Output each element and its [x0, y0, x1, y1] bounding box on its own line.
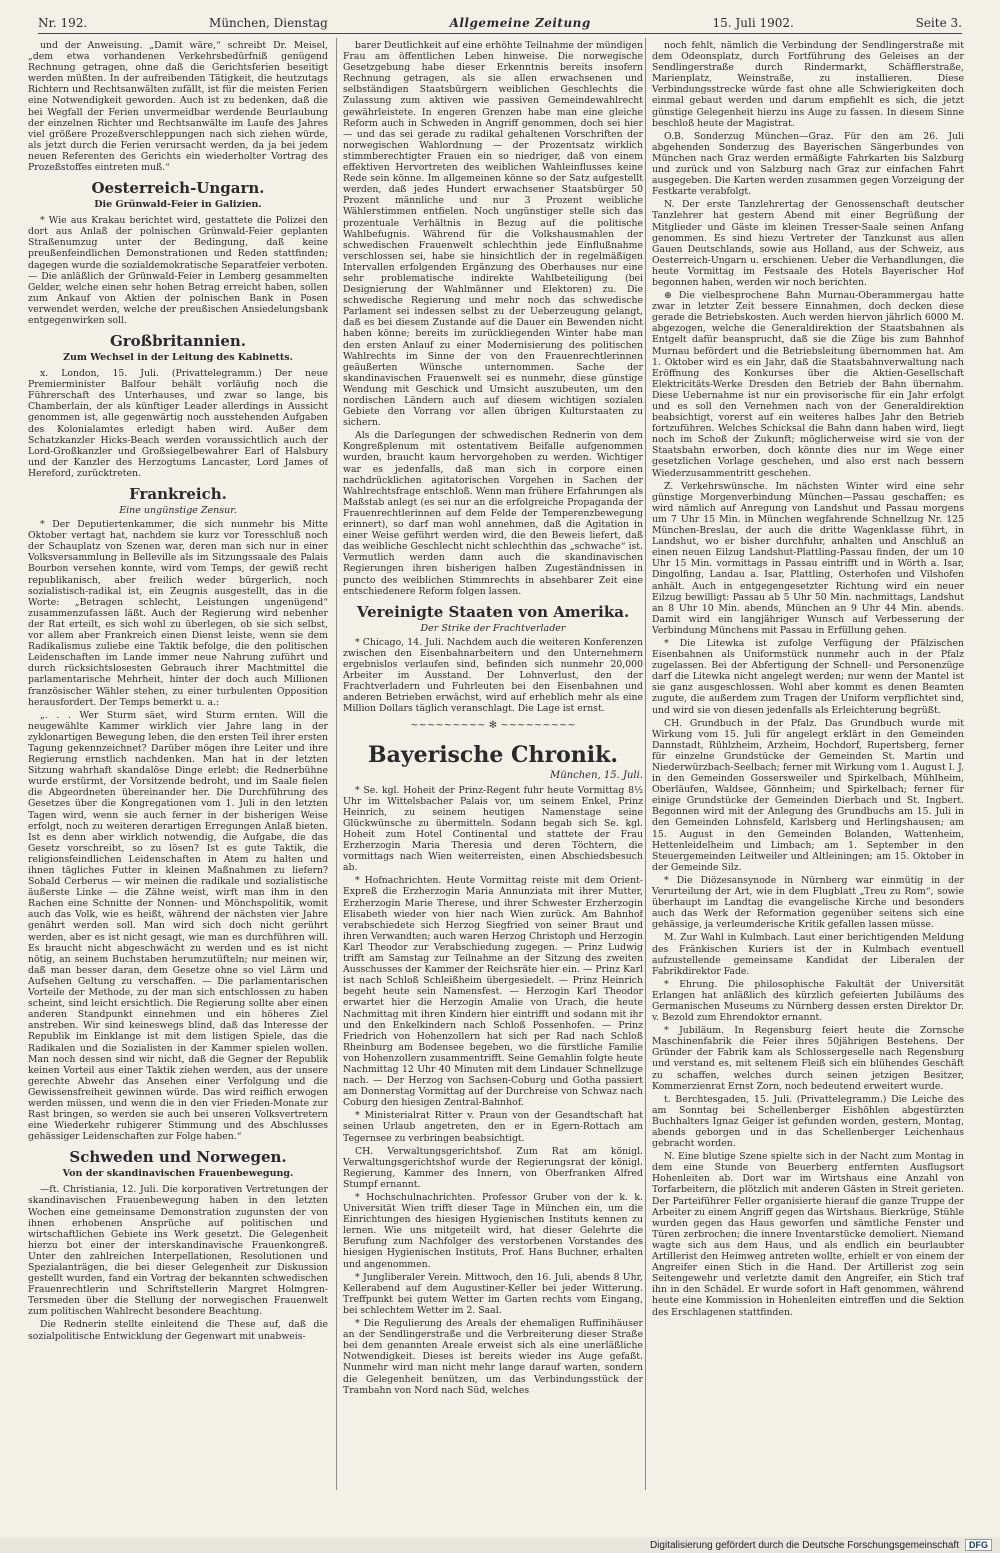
dateline: München, 15. Juli.: [550, 769, 643, 781]
digitization-footer: [0, 1537, 1000, 1553]
article-subheading: Der Strike der Frachtverlader: [420, 622, 566, 634]
article-paragraph: barer Deutlichkeit auf eine erhöhte Teilnahme der mündigen Frau am öffentlichen Leben hinweise. Die norwegische Gesetzgebung habe dieser Erkenntnis bereits insofern Rechnung getragen, als sie allen erwachsenen und selbständigen Staatsbürgern weiblichen Geschlechts die Zulassung zum aktiven wie passiven Gemeindewahlrecht gewährleistete. In engeren Grenzen habe man eine gleiche Reform auch in Schweden in Angriff genommen, doch sei hier — und das sei gerade zu radikal gehaltenen Vorschriften der norwegischen Wahlordnung — der Prozentsatz wirklich stimmberechtigter Frauen ein so niedriger, daß von einem effektiven Hervortreten des weiblichen Wahleinflusses keine Rede sein könne. Im allgemeinen könne so der Satz aufgestellt werden, daß jedes Hundert erwachsener Staatsbürger 50 Prozent männliche und nur 3 Prozent weibliche Wählerstimmen entfielen. Noch ungünstiger stelle sich das prozentuale Verhältnis in Bezug auf die politische Wahlbefugnis. Während für die Volkshausmahlen der schwedischen Frauenwelt schlechthin jede Einflußnahme verschlossen sei, habe sie hinsichtlich der in regelmäßigen Intervallen erfolgenden Ergänzung des Oberhauses nur eine sehr problematische indirekte Wahlbeteiligung (bei Designierung der Wahlmänner und Elektoren) zu. Die schwedische Regierung und mehr noch das schwedische Parlament sei indessen selbst zu der Ueberzeugung gelangt, daß es bei diesem Zustande auf die Dauer ein Bewenden nicht haben könne; bereits im zurückliegenden Winter habe man den ersten Anlauf zu einer Modernisierung des politischen Wahlrechts im Sinne der von den Frauenrechtlerinnen geäußerten Wünsche unternommen. Sache der skandinavischen Frauenwelt sei es nunmehr, diese günstige Wendung mit Geschick und Umsicht auszubeuten, um den nordischen Ländern auch auf diesem wichtigen sozialen Gebiete den Vorrang vor allen übrigen Kulturstaaten zu sichern.: [343, 40, 643, 429]
article-paragraph: „. . . Wer Sturm säet, wird Sturm ernten. Will die neugewählte Kammer wirklich vier Jahre lang in der zyklonartigen Bewegung leben, die den ersten Teil ihrer ersten Tagung gekennzeichnet? Darüber mögen ihre Leiter und ihre Regierung ernstlich nachdenken. Man hat in der letzten Sitzung wahrhaft skandalöse Dinge erlebt: die Rednerbühne wurde erstürmt, der Vorsitzende bedroht, und im Saale fielen die Abgeordneten übereinander her. Die Durchführung des Gesetzes über die Kongregationen vom 1. Juli in den letzten Tagen wird, wenn sie auch ferner in der bisherigen Weise erfolgt, noch zu weiteren derartigen Erregungen Anlaß bieten. Ist es denn aber wirklich notwendig, die Aufgabe, die das Gesetz vorschreibt, so zu lösen? Ist es gute Taktik, die religionsfeindlichen Leidenschaften in Atem zu halten und ihnen tägliches Futter in kleinen Maßnahmen zu liefern? Sobald Cerberus — wir meinen die radikale und sozialistische äußerste Linke — die Zähne weist, wirft man ihm in den Rachen eine Schnitte der Nonnen- und Mönchspolitik, womit auch das Volk, wie es heißt, während der nächsten vier Jahre genährt werden soll. Man wird sich doch nicht gerührt werden, aber es ist nicht gesagt, wie man es durchführen will. Es braucht nicht abgeschwächt zu werden und es ist nicht nötig, an seinem Buchstaben herumzutüfteln; nur meinen wir, daß man besser daran, dem Gesetze ohne so viel Lärm und Aufsehen Geltung zu verschaffen. — Die parlamentarischen Vorteile der Methode, zu der man sich entschlossen zu haben scheint, sind leicht ersichtlich. Die Regierung sollte aber einen anderen Standpunkt einnehmen und ein höheres Ziel anstreben. Wir sind keineswegs blind, daß das Interesse der Republik im Einklange ist mit dem listigen Spiele, das die Radikalen und die Sozialisten in der Kammer spielen wollen. Man noch dessen sind wir nicht, daß die Gegner der Republik keinen Vorteil aus einer Taktik ziehen werden, aus der unsere gerechte Abwehr das Ansehen einer Verfolgung und die Gewissensfreiheit gewinnen würde. Das wird reiflich erwogen werden müssen, und wenn die in den vier Frieden-Monate zur Rast bringen, so werden sie auch bei unseren Volksvertretern eine Wiederkehr ruhigerer Stimmung und des Abschlusses gehässiger Leidenschaften zur Folge haben.“: [28, 709, 328, 1143]
article-paragraph: N. Eine blutige Szene spielte sich in der Nacht zum Montag in dem eine Stunde von Beuerberg entfernten Ausflugsort Hohenleiten ab. Dort war im Wirtshaus eine Anzahl von Torfarbeitern, die plötzlich mit anderen Gästen in Streit gerieten. Der Parteiführer Feller organisierte hierauf die ganze Truppe der Arbeiter zu einem Angriff gegen das Wirtshaus. Bierkrüge, Stühle wurden gegen das Haus geworfen und sämtliche Fenster und Türen zerbrochen; die innere Inventarstücke demoliert. Niemand wagte sich aus dem Haus, und als endlich ein beurlaubter Artillerist den Heimweg antreten wollte, erhielt er von einem der Angreifer einen Stich in die Hand. Der Artillerist zog sein Seitengewehr und verletzte damit den Angreifer, ein Stich traf ihn in den Schädel. Er wurde sofort in Haft genommen, während heute eine Kommission in Hohenleiten eintreffen und die Sektion des Erschlagenen stattfinden.: [652, 1151, 964, 1318]
article-paragraph: Die Rednerin stellte einleitend die These auf, daß die sozialpolitische Entwicklung der Gegenwart mit unabweis-: [28, 1319, 328, 1342]
newspaper-title: Allgemeine Zeitung: [449, 16, 591, 30]
article-paragraph: t. Berchtesgaden, 15. Juli. (Privattelegramm.) Die Leiche des am Sonntag bei Schellenberger Eishöhlen abgestürzten Buchhalters Ignaz Geiger ist gefunden worden, gestern, Montag, abends geborgen und in das Schellenberger Leichenhaus gebracht worden.: [652, 1093, 964, 1150]
article-subheading: Von der skandinavischen Frauenbewegung.: [62, 1168, 294, 1180]
article-paragraph: * Ehrung. Die philosophische Fakultät der Universität Erlangen hat anläßlich des kürzlich gefeierten Jubiläums des Germanischen Museums zu Nürnberg dessen ersten Direktor Dr. v. Bezold zum Ehrendoktor ernannt.: [652, 978, 964, 1024]
article-paragraph: N. Der erste Tanzlehrertag der Genossenschaft deutscher Tanzlehrer hat gestern Abend mit einer Begrüßung der Mitglieder und Gäste im kleinen Tresser-Saale seinen Anfang genommen. Es sind hiezu Vertreter der Tanzkunst aus allen Gauen Deutschlands, sowie aus Holland, aus der Schweiz, aus Oesterreich-Ungarn u. erschienen. Ueber die Verhandlungen, die heute Vormittag im Festsaale des Hotels Bayerischer Hof begonnen haben, werden wir noch berichten.: [652, 199, 964, 288]
article-paragraph: * Der Deputiertenkammer, die sich nunmehr bis Mitte Oktober vertagt hat, nachdem sie kurz vor Toresschluß noch der Schauplatz von Szenen war, deren man sich nur in einer Volksversammlung in Belleville als im Sitzungssaale des Palais Bourbon versehen konnte, wird vom Temps, der gewiß recht republikanisch, aber freilich weder bürgerlich, noch sozialistisch-radikal ist, ein Zeugnis ausgestellt, das in die Worte: „Betragen schlecht, Leistungen ungenügend“ zusammenzufassen läßt. Auch der Regierung wird nebenher der Rat erteilt, es sich wohl zu überlegen, ob sie sich selbst, vor allem aber Frankreich einen Dienst leiste, wenn sie dem Radikalismus zuliebe eine Taktik befolge, die den politischen Leidenschaften im Lande immer neue Nahrung zuführt und durch rücksichtslosesten Gebrauch ihrer Machtmittel die parlamentarische Mehrheit, hinter der doch auch Millionen französischer Wähler stehen, zu einer turbulenten Opposition herausfordert. Der Temps bemerkt u. a.:: [28, 519, 328, 708]
footer-credit: Digitalisierung gefördert durch die Deutsche Forschungsgemeinschaft: [649, 1539, 959, 1551]
section-heading-france: Frankreich.: [129, 485, 227, 503]
column-divider: [645, 38, 646, 1490]
article-paragraph: * Jungliberaler Verein. Mittwoch, den 16. Juli, abends 8 Uhr, Kellerabend auf dem Augustiner-Keller bei jeder Witterung. Treffpunkt bei gutem Wetter im Garten rechts vom Eingang, bei schlechtem Wetter im 2. Saal.: [343, 1271, 643, 1316]
section-heading-usa: Vereinigte Staaten von Amerika.: [356, 602, 630, 621]
article-continuation: und der Anweisung. „Damit wäre,“ schreibt Dr. Meisel, „dem etwa vorhandenen Verkehrsbedürfniß genügend Rechnung getragen, ohne daß die Gerichtsferien beseitigt werden müßten. In der aufreibenden Tätigkeit, die heutzutags Richtern und Rechtsanwälten zufällt, ist für die meisten Ferien eine Notwendigkeit geworden. Auch ist zu bedenken, daß die bei Wegfall der Ferien unvermeidbar werdende Beurlaubung der einzelnen Richter und Rechtsanwälte im Laufe des Jahres viel größere Prozeßverschleppungen nach sich ziehen würde, als jetzt durch die Ferien verursacht werden, da ja bei jedem neuen Referenten des Gerichts ein wiederholter Vortrag des Prozeßstoffes eintreten muß.“: [28, 40, 328, 174]
article-paragraph: M. Zur Wahl in Kulmbach. Laut einer berichtigenden Meldung des Fränkischen Kuriers ist der in Kulmbach eventuell aufzustellende gemeinsame Kandidat der Liberalen der Fabrikdirektor Fade.: [652, 932, 964, 977]
article-paragraph: * Wie aus Krakau berichtet wird, gestattete die Polizei den dort aus Anlaß der polnischen Grünwald-Feier geplanten Straßenumzug unter der Bedingung, daß keine preußenfeindlichen Demonstrationen und Reden stattfinden; dagegen wurde die sozialdemokratische Separatfeier verboten. — Die anläßlich der Grünwald-Feier in Lemberg gesammelten Gelder, welche einen sehr hohen Betrag erreicht haben, sollen zum Ankauf von Aktien der polnischen Bank in Posen verwendet werden, welche der preußischen Ansiedelungsbank entgegenwirken soll.: [28, 215, 328, 326]
article-paragraph: ⊕ Die vielbesprochene Bahn Murnau-Oberammergau hatte zwar in letzter Zeit bessere Einnahmen, doch decken diese gerade die Betriebskosten. Auch werden hiervon jährlich 6000 M. abgezogen, welche die Generaldirektion der Staatsbahnen als Entgelt dafür beansprucht, daß sie die Züge bis zum Bahnhof Murnau befördert und die Betriebsleitung übernommen hat. Am 1. Oktober wird es ein Jahr, daß die Staatsbahnverwaltung nach Eröffnung des Konkurses über die Aktien-Gesellschaft Elektricitäts-Werke Dresden den Betrieb der Bahn übernahm. Diese Uebernahme ist nur ein provisorische für ein Jahr erfolgt und es soll den Vernehmen nach von der Generaldirektion beabsichtigt, vorerst auf ein weiteres halbes Jahr den Betrieb fortzuführen. Welches Schicksal die Bahn dann haben wird, liegt noch im Schoß der Zukunft; möglicherweise wird sie von der Staatsbahn erworben, doch könnte dies nur im Wege einer gesetzlichen Vorlage geschehen, und also erst nach bessern Wiederzusammentritt geschehen.: [652, 290, 964, 479]
article-subheading: Eine ungünstige Zensur.: [119, 505, 237, 516]
article-paragraph: * Se. kgl. Hoheit der Prinz-Regent fuhr heute Vormittag 8½ Uhr im Wittelsbacher Palais vor, um seinem Enkel, Prinz Heinrich, zu seinem heutigen Namenstage seine Glückwünsche zu übermitteln. Sodann begab sich Se. kgl. Hoheit zum Hotel Continental und stattete der Frau Erzherzogin Maria Theresia und deren Töchtern, die vormittags nach Wien weiterreisten, einen Abschiedsbesuch ab.: [343, 784, 643, 874]
article-paragraph: * Ministerialrat Ritter v. Praun von der Gesandtschaft hat seinen Urlaub angetreten, den er in Egern-Rottach am Tegernsee zu verbringen beabsichtigt.: [343, 1110, 643, 1144]
article-subheading: Die Grünwald-Feier in Galizien.: [94, 199, 262, 211]
article-paragraph: CH. Grundbuch in der Pfalz. Das Grundbuch wurde mit Wirkung vom 15. Juli für angelegt erklärt in den Gemeinden Dannstadt, Rühlzheim, Arzheim, Hochdorf, Rupertsberg, ferner für einzelne Grundstücke der Gemeinden St. Martin und Niederwürzbach-Seelbach; ferner mit Wirkung vom 1. August l. J. in den Gemeinden Gossersweiler und Spirkelbach, Mühlheim, Oberläufen, Waldsee, Gönnheim; und Spirkelbach; ferner für einige Grundstücke der Gemeinden Dierbach und St. Ingbert. Begonnen wird mit der Anlegung des Grundbuchs am 15. Juli in den Gemeinden Lohnsfeld, Karlsberg und Herlingshausen; am 15. August in den Gemeinden Bolanden, Wattenheim, Hettenleidelheim und Limbach; am 1. September in den Steuergemeinden Leitweiler und Altleiningen; am 15. Oktober in der Gemeinde Silz.: [652, 717, 964, 873]
column-divider: [336, 38, 337, 1490]
column-1: [28, 40, 328, 1488]
section-heading-austria: Oesterreich-Ungarn.: [91, 179, 265, 198]
article-paragraph: noch fehlt, nämlich die Verbindung der Sendlingerstraße mit dem Odeonsplatz, durch Fortführung des Geleises an der Sendlingerstraße durch Rindermarkt, Schäfflerstraße, Marienplatz, Weinstraße, zu installieren. Diese Verbindungsstrecke würde fast ohne alle Schwierigkeiten doch einmal gebaut werden und darum empfiehlt es sich, die jetzt günstige Gelegenheit hierzu ins Auge zu fassen. In diesem Sinne beschloß heute der Magistrat.: [652, 40, 964, 129]
article-paragraph: * Die Diözesansynode in Nürnberg war einmütig in der Verurteilung der Art, wie in dem Flugblatt „Treu zu Rom“, sowie überhaupt im Landtag die evangelische Kirche und besonders auch das Werk der Reformation gegenüber seitens sich eine gehässige, ja verleumderische Kritik gefallen lassen müsse.: [652, 874, 964, 931]
column-2: [343, 40, 643, 1488]
article-paragraph: * Jubiläum. In Regensburg feiert heute die Zornsche Maschinenfabrik die Feier ihres 50jährigen Bestehens. Der Gründer der Fabrik kam als Schlossergeselle nach Regensburg und verstand es, mit seltenem Fleiß sich ein blühendes Geschäft zu schaffen, welches durch seinen jetzigen Besitzer, Kommerzienrat Ernst Zorn, noch bedeutend erweitert wurde.: [652, 1025, 964, 1092]
page-header: [38, 10, 962, 34]
article-paragraph: * Chicago, 14. Juli. Nachdem auch die weiteren Konferenzen zwischen den Eisenbahnarbeitern und den Unternehmern ergebnislos verlaufen sind, befinden sich nunmehr 20,000 Arbeiter im Ausstand. Der Lohnverlust, den der Frachtverladern und Fuhrleuten bei den Eisenbahnen und anderen Betrieben erwächst, wird auf erheblich mehr als eine Million Dollars täglich veranschlagt. Die Lage ist ernst.: [343, 636, 643, 715]
issue-number: Nr. 192.: [38, 16, 88, 30]
issue-date: 15. Juli 1902.: [712, 16, 794, 30]
article-paragraph: CH. Verwaltungsgerichtshof. Zum Rat am königl. Verwaltungsgerichtshof wurde der Regierungsrat der königl. Regierung, Kammer des Innern, von Oberfranken Alfred Stumpf ernannt.: [343, 1145, 643, 1190]
article-paragraph: —ft. Christiania, 12. Juli. Die korporativen Vertretungen der skandinavischen Frauenbewegung haben in den letzten Wochen eine gemeinsame Demonstration zugunsten der von ihnen erhobenen Ansprüche auf politischen und wirtschaftlichen Gebiete ins Werk gesetzt. Die Gelegenheit hierzu bot einer der interskandinavische Frauenkongreß. Unter den zahlreichen Interpellationen, Resolutionen und Spezialanträgen, die bei dieser Gelegenheit zur Diskussion gestellt wurden, fand ein Vortrag der bekannten schwedischen Frauenrechtlerin und Schriftstellerin Margret Holmgren-Tersmeden über die Stellung der norwegischen Frauenwelt zum politischen Wahlrecht besondere Beachtung.: [28, 1184, 328, 1318]
article-paragraph: x. London, 15. Juli. (Privattelegramm.) Der neue Premierminister Balfour behält vorläufig noch die Führerschaft des Unterhauses, und zwar so lange, bis Chamberlain, der als künftiger Leader allerdings in Aussicht genommen ist, alle gegenwärtig noch ausstehenden Aufgaben des Kolonialamtes erledigt haben wird. Außer dem Schatzkanzler Hicks-Beach werden voraussichtlich auch der Lord-Großkanzler und Großsiegelbewahrer Earl of Halsbury und der Kanzler des Herzogtums Lancaster, Lord James of Hereford, zurücktreten.: [28, 368, 328, 479]
section-heading-sweden-norway: Schweden und Norwegen.: [69, 1148, 287, 1167]
article-paragraph: O.B. Sonderzug München—Graz. Für den am 26. Juli abgehenden Sonderzug des Bayerischen Sängerbundes von München nach Graz werden ermäßigte Fahrkarten bis Salzburg und zurück und von Salzburg nach Graz zur einfachen Fahrt ausgegeben. Die Karten werden zusammen gegen Vorzeigung der Festkarte verabfolgt.: [652, 130, 964, 198]
column-3: [652, 40, 964, 1488]
article-paragraph: Als die Darlegungen der schwedischen Rednerin von dem Kongreßplenum mit ostentativem Beifalle aufgenommen wurden, braucht kaum hervorgehoben zu werden. Wichtiger war es jedenfalls, daß man sich in corpore einen nachdrücklichen agitatorischen Vorgehen in Sachen der Wahlrechtsfrage entschloß. Wenn man frühere Erfahrungen als Maßstab anlegt (es sei nur an die erfolgreiche Propaganda der Frauenrechtlerinnen auf dem Felde der Temperenzbewegung erinnert), so darf man wohl annehmen, daß die Agitation in einer Weise geführt werden wird, die den Beweis liefert, daß das weibliche Geschlecht nicht schlechthin das „schwache“ ist. Vermutlich werden dann auch die skandinavischen Regierungen ihren bisherigen halben Zugeständnissen in puncto des weiblichen Stimmrechts in absehbarer Zeit eine entschiedenere Reform folgen lassen.: [343, 430, 643, 597]
place-day: München, Dienstag: [209, 16, 328, 30]
page-number: Seite 3.: [915, 16, 962, 30]
ornament-divider: ~~~~~~~~~ ✻ ~~~~~~~~~: [410, 720, 576, 732]
article-paragraph: Z. Verkehrswünsche. Im nächsten Winter wird eine sehr günstige Morgenverbindung München—Passau geschaffen; es wird nämlich auf Anregung von Landshut und Passau morgens um 7 Uhr 15 Min. in München wegfahrende Schnellzug Nr. 125 München-Breslau, der auch die dritte Wagenklasse führt, in Landshut, wo er bisher durchfuhr, anhalten und Anschluß an einen neuen Eilzug Landshut-Plattling-Passau finden, der um 10 Uhr 15 Min. vormittags in Passau eintrifft und in Wörth a. Isar, Dingolfing, Landau a. Isar, Plattling, Osterhofen und Vilshofen anhält. Auch in entgegengesetzter Richtung wird ein neuer Eilzug bewilligt: Passau ab 5 Uhr 50 Min. nachmittags, Landshut an 8 Uhr 10 Min. abends, München an 9 Uhr 44 Min. abends. Damit wird ein langjähriger Wunsch auf Verbesserung der Verbindung Münchens mit Passau in Erfüllung gehen.: [652, 480, 964, 636]
section-heading-chronicle: Bayerische Chronik.: [367, 741, 619, 768]
article-paragraph: * Hochschulnachrichten. Professor Gruber von der k. k. Universität Wien trifft dieser Tage in München ein, um die Einrichtungen des hiesigen Hygienischen Instituts kennen zu lernen. Wie uns mitgeteilt wird, hat dieser Gelehrte die Berufung zum Nachfolger des verstorbenen Vorstandes des hiesigen Hygienischen Instituts, Prof. Hans Buchner, erhalten und angenommen.: [343, 1192, 643, 1270]
article-subheading: Zum Wechsel in der Leitung des Kabinetts.: [63, 352, 293, 364]
dfg-logo: DFG: [965, 1539, 992, 1551]
article-paragraph: * Die Litewka ist zufolge Verfügung der Pfälzischen Eisenbahnen als Uniformstück nunmehr auch in der Pfalz zugelassen. Bei der Abfertigung der Schnell- und Personenzüge darf die Litewka nicht angelegt werden; nur wenn der Mantel ist sie ganz ausgeschlossen. Wohl aber kommt es denen Beamten zugute, die außerdem zum Tragen der Uniform verpflichtet sind, und wird sie von diesen jedenfalls als Erleichterung begrüßt.: [652, 637, 964, 716]
article-paragraph: * Die Regulierung des Areals der ehemaligen Ruffinihäuser an der Sendlingerstraße und die Verbreiterung dieser Straße bei dem genannten Areale erweist sich als eine unerläßliche Notwendigkeit. Dieses ist bereits wieder ins Auge gefaßt. Nunmehr wird man nicht mehr lange darauf warten, sondern die Gelegenheit benützen, um das Verbindungsstück der Trambahn von Nord nach Süd, welches: [343, 1318, 643, 1396]
article-paragraph: * Hofnachrichten. Heute Vormittag reiste mit dem Orient-Expreß die Erzherzogin Maria Annunziata mit ihrer Mutter, Erzherzogin Marie Therese, und ihrer Schwester Erzherzogin Elisabeth wieder von hier nach Wien zurück. Am Bahnhof verabschiedete sich Herzog Siegfried von seiner Braut und ihren Verwandten; auch waren Herzog Christoph und Herzogin Karl Theodor zur Verabschiedung zugegen. — Prinz Ludwig trifft am Samstag zur Teilnahme an der Sitzung des zweiten Ausschusses der Kammer der Reichsräte hier ein. — Prinz Karl ist nach Schloß Schleißheim übergesiedelt. — Prinz Heinrich begeht heute sein Namensfest. — Herzogin Karl Theodor erwartet hier die Herzogin Amalie von Urach, die heute Nachmittag mit ihren Kindern hier eintrifft und sodann mit ihr und den Enkelkindern nach Schloß Possenhofen. — Prinz Friedrich von Hohenzollern hat sich per Rad nach Schloß Rheinburg am Bodensee begeben, wo die fürstliche Familie von Hohenzollern zusammentrifft. Seine Gemahlin folgte heute Nachmittag 12 Uhr 40 Minuten mit dem Lindauer Schnellzuge nach. — Der Herzog von Sachsen-Coburg und Gotha passiert am Donnerstag Vormittag auf der Durchreise von Schwaz nach Coburg den hiesigen Zentral-Bahnhof.: [343, 875, 643, 1109]
section-heading-britain: Großbritannien.: [109, 332, 247, 351]
